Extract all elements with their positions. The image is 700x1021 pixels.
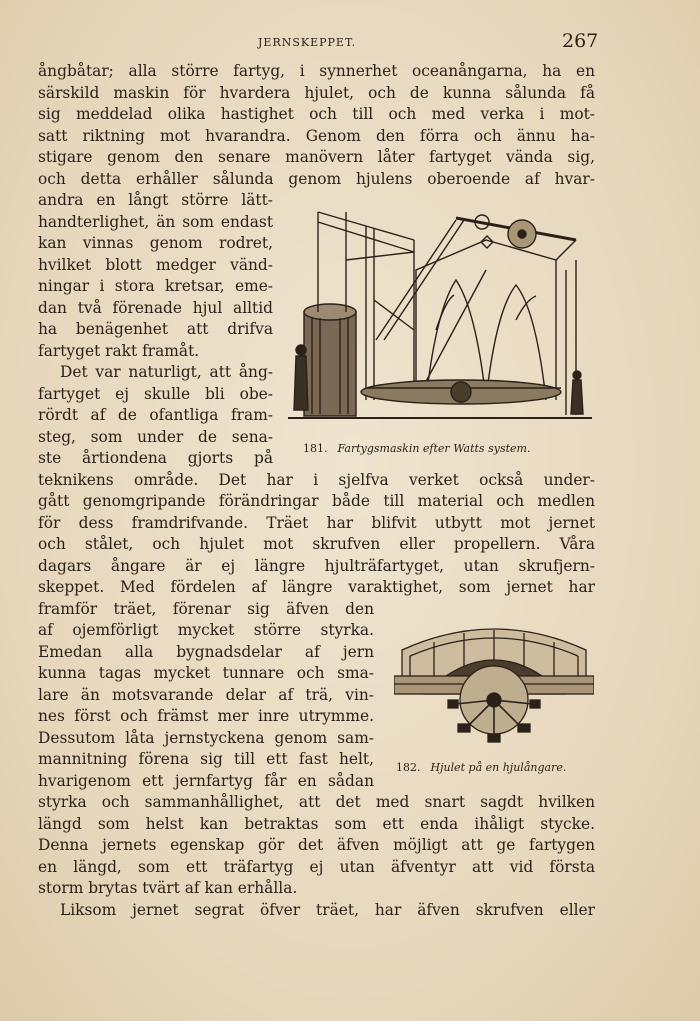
body-line: rördt af de ofantliga fram- (38, 406, 273, 424)
body-line: mannitning förena sig till ett fast helt, (38, 750, 374, 768)
body-line: och detta erhåller sålunda genom hjulens oberoende af hvar- (38, 170, 595, 188)
figure-number: 181. (303, 442, 328, 455)
body-line: satt riktning mot hvarandra. Genom den förra och ännu ha- (38, 127, 595, 145)
body-line: särskild maskin för hvardera hjulet, och de kunna sålunda få (38, 84, 595, 102)
running-title: JERNSKEPPET. (258, 36, 357, 49)
figure-steam-engine (286, 200, 596, 428)
body-line: af ojemförligt mycket större styrka. (38, 621, 374, 639)
body-line: ha benägenhet att drifva (38, 320, 273, 338)
figure-paddle-wheel (394, 616, 594, 750)
figure-181-caption (303, 442, 530, 455)
body-line: för dess framdrifvande. Träet har blifvit utbytt mot jernet (38, 514, 595, 532)
body-line: längd som helst kan betraktas som ett enda ihåligt stycke. (38, 815, 595, 833)
steam-engine-illustration (286, 200, 596, 428)
body-line: Liksom jernet segrat öfver träet, har äfven skrufven eller (60, 901, 595, 919)
body-line: ångbåtar; alla större fartyg, i synnerhet oceanångarna, ha en (38, 62, 595, 80)
body-line: dan två förenade hjul alltid (38, 299, 273, 317)
body-line: lare än motsvarande delar af trä, vin- (38, 686, 374, 704)
body-line: dagars ångare är ej längre hjulträfartyget, utan skrufjern- (38, 557, 595, 575)
paddle-wheel-illustration (394, 616, 594, 750)
body-line: ste årtiondena gjorts på (38, 449, 273, 467)
body-line: och stålet, och hjulet mot skrufven eller propellern. Våra (38, 535, 595, 553)
body-line: teknikens område. Det har i sjelfva verket också under- (38, 471, 595, 489)
body-line: styrka och sammanhållighet, att det med snart sagdt hvilken (38, 793, 595, 811)
body-line: stigare genom den senare manövern låter fartyget vända sig, (38, 148, 595, 166)
body-line: kunna tagas mycket tunnare och sma- (38, 664, 374, 682)
body-line: nes först och främst mer inre utrymme. (38, 707, 374, 725)
body-line: storm brytas tvärt af kan erhålla. (38, 879, 298, 897)
body-line: framför träet, förenar sig äfven den (38, 600, 374, 618)
body-line: Dessutom låta jernstyckena genom sam- (38, 729, 374, 747)
body-line: Emedan alla bygnadsdelar af jern (38, 643, 374, 661)
body-line: hvarigenom ett jernfartyg får en sådan (38, 772, 374, 790)
body-line: fartyget rakt framåt. (38, 342, 200, 360)
body-line: skeppet. Med fördelen af längre varaktighet, som jernet har (38, 578, 595, 596)
body-line: en längd, som ett träfartyg ej utan äfventyr att vid första (38, 858, 595, 876)
figure-number: 182. (396, 761, 421, 774)
body-line: gått genomgripande förändringar både till material och medlen (38, 492, 595, 510)
body-line: andra en långt större lätt- (38, 191, 273, 209)
body-line: handterlighet, än som endast (38, 213, 273, 231)
page-number: 267 (562, 30, 599, 52)
body-line: hvilket blott medger vänd- (38, 256, 273, 274)
figure-182-caption (396, 761, 566, 774)
body-line: steg, som under de sena- (38, 428, 273, 446)
body-line: sig meddelad olika hastighet och till och med verka i mot- (38, 105, 595, 123)
body-line: Det var naturligt, att ång- (60, 363, 273, 381)
figure-caption-text: Fartygsmaskin efter Watts system. (337, 442, 531, 455)
body-line: kan vinnas genom rodret, (38, 234, 273, 252)
body-line: Denna jernets egenskap gör det äfven möjligt att ge fartygen (38, 836, 595, 854)
body-line: fartyget ej skulle bli obe- (38, 385, 273, 403)
figure-caption-text: Hjulet på en hjulångare. (430, 761, 567, 774)
body-line: ningar i stora kretsar, eme- (38, 277, 273, 295)
